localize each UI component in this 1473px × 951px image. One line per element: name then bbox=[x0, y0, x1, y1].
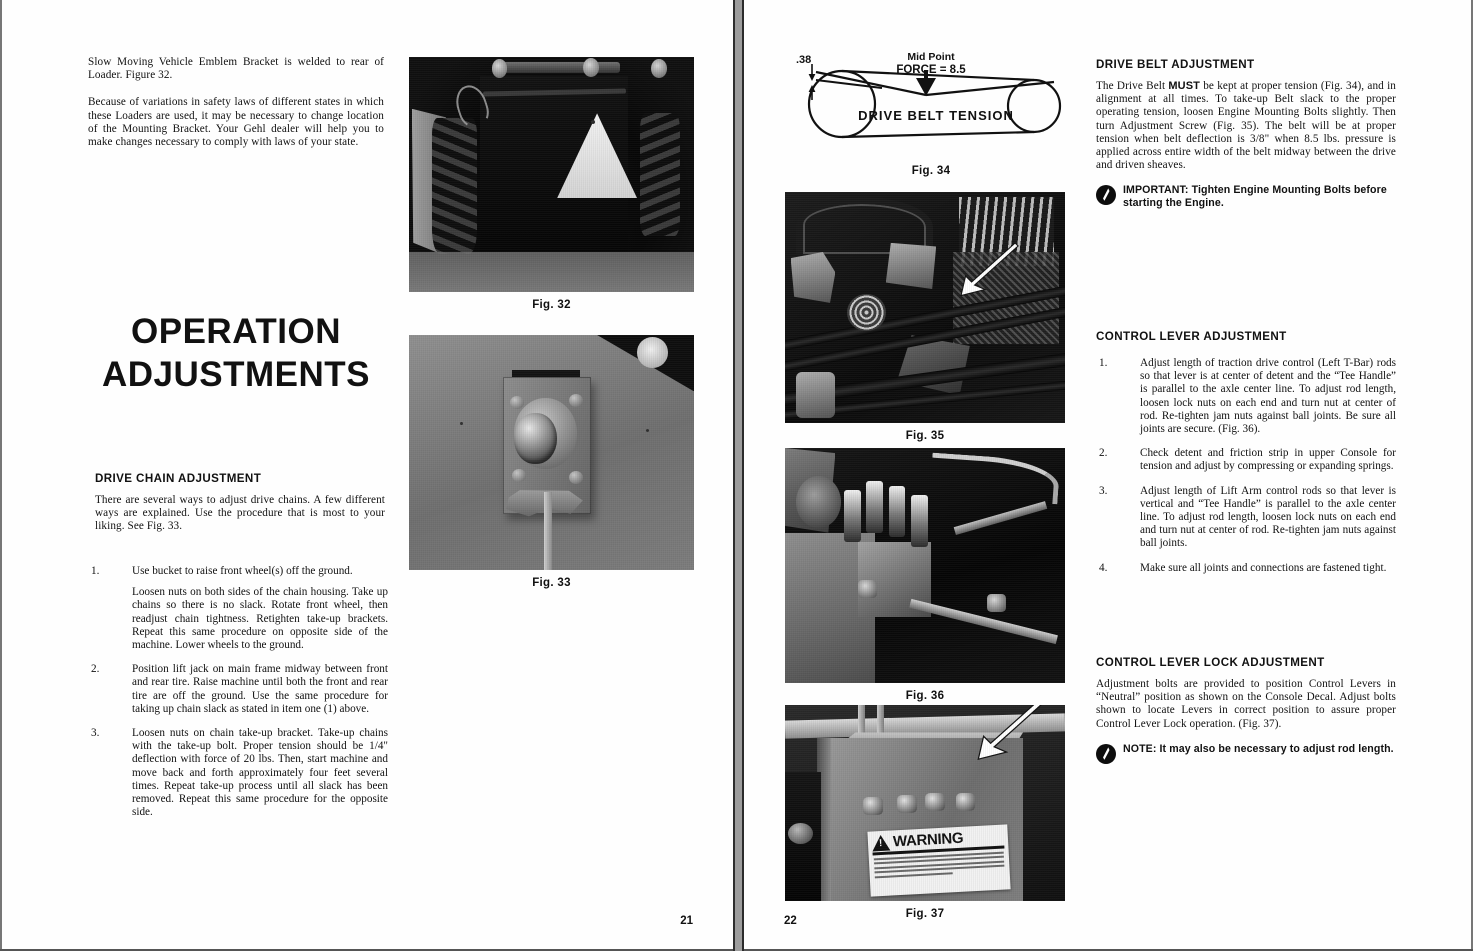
book-gutter bbox=[733, 0, 744, 951]
drive-belt-body-part2: be kept at proper tension (Fig. 34), and in alignment at all times. To take-up Belt slack to the proper operating tension, loosen Engine Mounting Bolts slightly. Then turn Adjustment Screw (Fig. 35). The belt will be at proper tension when belt deflection is 3/8" when 8.5 lbs. pressure is applied across entire width of the belt midway between the drive and driven sheaves. bbox=[1096, 80, 1396, 172]
step-number: 3. bbox=[91, 727, 100, 740]
figure-35 bbox=[785, 192, 1065, 442]
control-lever-heading: CONTROL LEVER ADJUSTMENT bbox=[1096, 330, 1287, 343]
figure-37-caption: Fig. 37 bbox=[905, 908, 945, 920]
page-title-line-2: ADJUSTMENTS bbox=[101, 355, 371, 394]
page-number-left: 21 bbox=[680, 915, 693, 927]
figure-36 bbox=[785, 448, 1065, 702]
page-left bbox=[0, 0, 733, 951]
figure-32 bbox=[409, 57, 694, 311]
belt-tension-svg bbox=[786, 48, 1076, 158]
intro-paragraph-1: Slow Moving Vehicle Emblem Bracket is welded to rear of Loader. Figure 32. bbox=[88, 56, 384, 82]
step-text: Check detent and friction strip in upper Console for tension and adjust by compressing or expanding springs. bbox=[1140, 447, 1396, 473]
list-item bbox=[88, 663, 388, 716]
drive-chain-steps bbox=[88, 565, 388, 830]
figure-34 bbox=[786, 48, 1076, 177]
figure-32-caption: Fig. 32 bbox=[532, 299, 571, 311]
figure-36-caption: Fig. 36 bbox=[905, 690, 945, 702]
photo-loader-rear-smv-emblem bbox=[409, 57, 694, 292]
step-text: Adjust length of Lift Arm control rods so that lever is vertical and “Tee Handle” is parallel to the axle center line. To adjust rod length, loosen lock nuts on each end and turn nut at center of rod. Re-tighten jam nuts against ball joints. bbox=[1140, 484, 1396, 550]
list-item bbox=[88, 565, 388, 652]
list-item bbox=[1096, 485, 1396, 551]
step-text: Use bucket to raise front wheel(s) off the ground. bbox=[132, 565, 353, 577]
page-left-edge bbox=[0, 0, 2, 951]
figure-35-caption: Fig. 35 bbox=[905, 430, 945, 442]
photo-engine-drive-belts bbox=[785, 192, 1065, 423]
midpoint-label: Mid Point bbox=[907, 51, 955, 63]
step-text: Position lift jack on main frame midway between front and rear tire. Raise machine until both the front and rear tire are off the ground. Use the same procedure for taking up chain slack as stated in item one (1) above. bbox=[132, 663, 388, 715]
note-callout bbox=[1096, 743, 1396, 764]
force-label: FORCE = 8.5 bbox=[896, 64, 966, 76]
drive-chain-intro: There are several ways to adjust drive chains. A few different ways are explained. Use the procedure that is most to your liking. See Fig. 33. bbox=[95, 494, 385, 533]
photo-control-valve-linkage bbox=[785, 448, 1065, 683]
step-text: Adjust length of traction drive control (Left T-Bar) rods so that lever is at center of detent and the “Tee Handle” is parallel to the axle center line. To adjust rod length, loosen lock nuts on each end and turn nut at center of rod. Re-tighten jam nuts against ball joints. Be sure all joints are secure. (Fig. 36). bbox=[1140, 357, 1396, 436]
deflection-label: .38 bbox=[796, 54, 812, 66]
step-number: 1. bbox=[91, 565, 100, 577]
control-lever-lock-body: Adjustment bolts are provided to position Control Levers in “Neutral” position as shown on the Console Decal. Adjust bolts shown to locate Levers in correct position to assure proper Control Lever Lock operation. (Fig. 37). bbox=[1096, 678, 1396, 730]
drive-belt-tension-diagram bbox=[786, 48, 1076, 163]
list-item bbox=[1096, 447, 1396, 473]
figure-33-caption: Fig. 33 bbox=[532, 577, 571, 589]
drive-belt-heading: DRIVE BELT ADJUSTMENT bbox=[1096, 58, 1255, 71]
note-pointer-icon bbox=[1096, 744, 1116, 764]
control-lever-lock-heading: CONTROL LEVER LOCK ADJUSTMENT bbox=[1096, 656, 1325, 669]
page-title bbox=[88, 310, 384, 396]
photo-chain-take-up-bracket bbox=[409, 335, 694, 570]
step-number: 3. bbox=[1099, 484, 1108, 497]
step-number: 4. bbox=[1099, 561, 1108, 574]
page-right bbox=[744, 0, 1473, 951]
intro-paragraph-2: Because of variations in safety laws of different states in which these Loaders are used, it may be necessary to change location of the Mounting Bracket. Your Gehl dealer will help you to make changes necessary to comply with laws of your state. bbox=[88, 96, 384, 149]
left-column-top-text bbox=[88, 56, 384, 160]
step-number: 2. bbox=[1099, 447, 1108, 460]
drive-belt-tension-label: DRIVE BELT TENSION bbox=[858, 108, 1014, 123]
step-text: Make sure all joints and connections are fastened tight. bbox=[1140, 561, 1387, 574]
important-pointer-icon bbox=[1096, 185, 1116, 205]
important-callout-text: IMPORTANT: Tighten Engine Mounting Bolts before starting the Engine. bbox=[1123, 184, 1387, 210]
step-number: 2. bbox=[91, 663, 100, 676]
drive-belt-section bbox=[1096, 58, 1396, 210]
figure-33 bbox=[409, 335, 694, 589]
page-title-line-1: OPERATION bbox=[131, 312, 341, 351]
list-item bbox=[88, 727, 388, 819]
list-item bbox=[1096, 562, 1396, 575]
step-number: 1. bbox=[1099, 357, 1108, 369]
drive-chain-heading: DRIVE CHAIN ADJUSTMENT bbox=[95, 472, 262, 485]
drive-chain-section bbox=[95, 472, 385, 545]
figure-37 bbox=[785, 705, 1065, 920]
step-text: Loosen nuts on chain take-up bracket. Take-up chains with the take-up bolt. Proper tension should be 1/4" deflection with force of 20 lbs. Then, start machine and move back and forth approximately four feet several times. Repeat take-up process until all slack has been removed. Repeat this same procedure for the opposite side. bbox=[132, 727, 388, 819]
step-text: Loosen nuts on both sides of the chain housing. Take up chains so there is no slack. Rotate front wheel, then readjust chain tightness. Retighten take-up brackets. Repeat this same procedure on opposite side of the machine. Lower wheels to the ground. bbox=[132, 586, 388, 652]
drive-belt-body bbox=[1096, 80, 1396, 172]
control-lever-lock-section bbox=[1096, 656, 1396, 764]
control-lever-section bbox=[1096, 330, 1396, 586]
photo-console-warning-decal bbox=[785, 705, 1065, 901]
drive-belt-body-part1: The Drive Belt bbox=[1096, 80, 1169, 92]
note-callout-text: NOTE: It may also be necessary to adjust rod length. bbox=[1123, 742, 1394, 755]
list-item bbox=[1096, 357, 1396, 436]
page-number-right: 22 bbox=[784, 915, 797, 927]
figure-34-caption: Fig. 34 bbox=[911, 165, 951, 177]
must-emphasis: MUST bbox=[1168, 80, 1200, 92]
warning-decal-word: WARNING bbox=[892, 830, 964, 851]
important-callout bbox=[1096, 184, 1396, 210]
